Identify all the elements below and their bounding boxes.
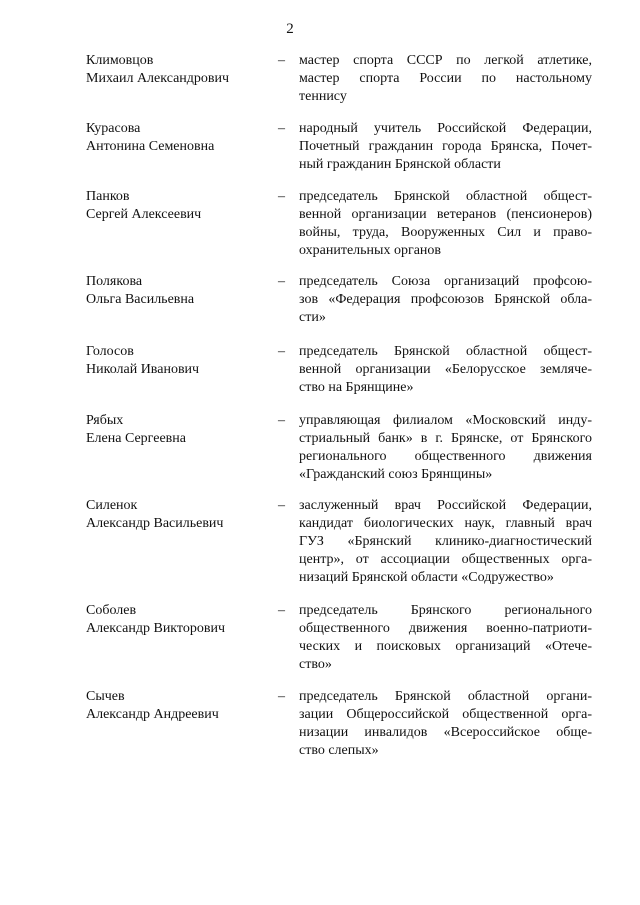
person-name <box>86 273 276 309</box>
description-line: регионального общественного движения <box>299 449 592 464</box>
surname: Голосов <box>86 344 134 359</box>
description-line: председатель Союза организаций профсою- <box>299 274 592 289</box>
description-line: ство слепых» <box>299 743 379 758</box>
description-line: общественного движения военно-патриоти- <box>299 621 592 636</box>
description-line: низаций Брянской области «Содружество» <box>299 570 554 585</box>
description <box>299 273 592 327</box>
description-line: управляющая филиалом «Московский инду- <box>299 413 592 428</box>
given-name: Николай Иванович <box>86 362 200 377</box>
given-name: Александр Викторович <box>86 621 226 636</box>
person-name <box>86 497 276 533</box>
given-name: Михаил Александрович <box>86 71 230 86</box>
surname: Климовцов <box>86 53 154 68</box>
person-name <box>86 602 276 638</box>
surname: Курасова <box>86 121 141 136</box>
description <box>299 602 592 674</box>
description-line: зации Общероссийской общественной орга- <box>299 707 592 722</box>
description <box>299 52 592 106</box>
description-line: низации инвалидов «Всероссийское обще- <box>299 725 592 740</box>
description <box>299 688 592 760</box>
surname: Панков <box>86 189 130 204</box>
description-line: мастер спорта России по настольному <box>299 71 592 86</box>
description-line: председатель Брянской областной общест- <box>299 189 592 204</box>
dash-separator: – <box>278 498 285 513</box>
given-name: Сергей Алексеевич <box>86 207 202 222</box>
description-line: Почетный гражданин города Брянска, Почет- <box>299 139 592 154</box>
description-line: венной организации «Белорусское земляче- <box>299 362 592 377</box>
person-name <box>86 120 276 156</box>
description-line: сти» <box>299 310 326 325</box>
dash-separator: – <box>278 274 285 289</box>
description-line: ГУЗ «Брянский клинико-диагностический <box>299 534 592 549</box>
dash-separator: – <box>278 344 285 359</box>
dash-separator: – <box>278 121 285 136</box>
description-line: войны, труда, Вооруженных Сил и право- <box>299 225 592 240</box>
given-name: Елена Сергеевна <box>86 431 186 446</box>
dash-separator: – <box>278 413 285 428</box>
description-line: зов «Федерация профсоюзов Брянской обла- <box>299 292 592 307</box>
description <box>299 120 592 174</box>
surname: Соболев <box>86 603 137 618</box>
description-line: председатель Брянской областной общест- <box>299 344 592 359</box>
dash-separator: – <box>278 689 285 704</box>
description-line: центр», от ассоциации общественных орга- <box>299 552 592 567</box>
description-line: стриальный банк» в г. Брянске, от Брянского <box>299 431 592 446</box>
description <box>299 497 592 587</box>
surname: Рябых <box>86 413 124 428</box>
description-line: теннису <box>299 89 347 104</box>
dash-separator: – <box>278 189 285 204</box>
description-line: ный гражданин Брянской области <box>299 157 501 172</box>
description-line: заслуженный врач Российской Федерации, <box>299 498 592 513</box>
person-name <box>86 52 276 88</box>
person-name <box>86 343 276 379</box>
description <box>299 343 592 397</box>
page-number: 2 <box>286 21 294 37</box>
description-line: охранительных органов <box>299 243 442 258</box>
given-name: Ольга Васильевна <box>86 292 195 307</box>
given-name: Александр Васильевич <box>86 516 224 531</box>
description-line: председатель Брянского регионального <box>299 603 592 618</box>
description <box>299 412 592 484</box>
description-line: ство на Брянщине» <box>299 380 414 395</box>
surname: Сычев <box>86 689 125 704</box>
description-line: «Гражданский союз Брянщины» <box>299 467 493 482</box>
description-line: мастер спорта СССР по легкой атлетике, <box>299 53 592 68</box>
given-name: Александр Андреевич <box>86 707 219 722</box>
dash-separator: – <box>278 53 285 68</box>
description <box>299 188 592 260</box>
description-line: кандидат биологических наук, главный врач <box>299 516 592 531</box>
description-line: председатель Брянской областной органи- <box>299 689 592 704</box>
person-name <box>86 688 276 724</box>
given-name: Антонина Семеновна <box>86 139 215 154</box>
description-line: народный учитель Российской Федерации, <box>299 121 592 136</box>
surname: Силенок <box>86 498 138 513</box>
description-line: ство» <box>299 657 332 672</box>
person-name <box>86 188 276 224</box>
surname: Полякова <box>86 274 143 289</box>
description-line: венной организации ветеранов (пенсионеров) <box>299 207 592 222</box>
dash-separator: – <box>278 603 285 618</box>
person-name <box>86 412 276 448</box>
description-line: ческих и поисковых организаций «Отече- <box>299 639 592 654</box>
